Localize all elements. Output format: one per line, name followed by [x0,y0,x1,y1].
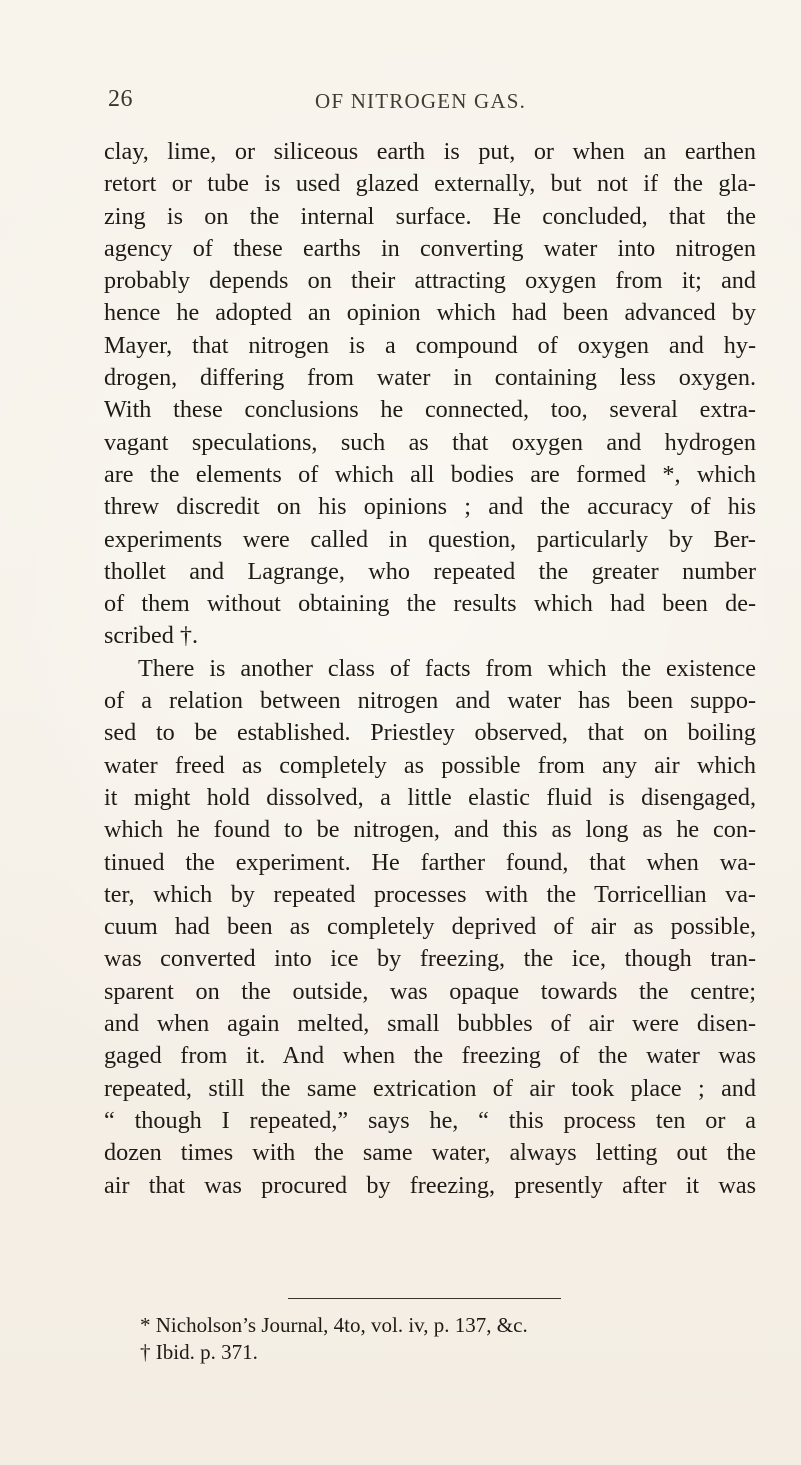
body-line: hence he adopted an opinion which had been advanced by [104,299,756,327]
body-line: air that was procured by freezing, presently after it was [104,1171,756,1199]
body-line: Mayer, that nitrogen is a compound of oxygen and hy- [104,331,756,359]
body-line: agency of these earths in converting water into nitrogen [104,234,756,262]
footnotes [140,1312,700,1366]
body-line: of them without obtaining the results which had been de- [104,590,756,618]
page-header [108,86,748,120]
body-line: “ though I repeated,” says he, “ this process ten or a [104,1106,756,1134]
footnote-dagger: † Ibid. p. 371. [140,1340,258,1364]
page-number: 26 [108,86,133,112]
body-line: sed to be established. Priestley observed, that on boiling [104,719,756,747]
body-line: of a relation between nitrogen and water has been suppo- [104,687,756,715]
body-line: scribed †. [104,622,199,650]
body-line: zing is on the internal surface. He concluded, that the [104,202,756,230]
body-line: sparent on the outside, was opaque towards the centre; [104,977,756,1005]
body-line: dozen times with the same water, always letting out the [104,1139,756,1167]
main-text [104,136,756,1202]
body-line: and when again melted, small bubbles of air were disen- [104,1010,756,1038]
body-line: was converted into ice by freezing, the ice, though tran- [104,945,756,973]
paragraph-start-line: There is another class of facts from which the existence [138,654,756,682]
body-line: ter, which by repeated processes with the Torricellian va- [104,880,756,908]
body-line: drogen, differing from water in containing less oxygen. [104,364,756,392]
body-line: probably depends on their attracting oxygen from it; and [104,267,756,295]
running-head: OF NITROGEN GAS. [315,89,527,113]
body-line: are the elements of which all bodies are formed *, which [104,460,756,488]
body-line: water freed as completely as possible from any air which [104,751,756,779]
body-line: With these conclusions he connected, too, several extra- [104,396,756,424]
body-line: tinued the experiment. He farther found, that when wa- [104,848,756,876]
body-line: thollet and Lagrange, who repeated the greater number [104,557,756,585]
body-line: it might hold dissolved, a little elastic fluid is disengaged, [104,783,756,811]
body-line: vagant speculations, such as that oxygen and hydrogen [104,428,756,456]
body-line: which he found to be nitrogen, and this as long as he con- [104,816,756,844]
body-line: repeated, still the same extrication of air took place ; and [104,1074,756,1102]
body-line: clay, lime, or siliceous earth is put, or when an earthen [104,138,756,165]
body-line: cuum had been as completely deprived of air as possible, [104,913,756,941]
body-line: gaged from it. And when the freezing of the water was [104,1042,756,1070]
body-line: experiments were called in question, particularly by Ber- [104,525,756,553]
footnote-star: * Nicholson’s Journal, 4to, vol. iv, p. 137, &c. [140,1313,528,1337]
footnote-divider [288,1298,561,1299]
body-line: retort or tube is used glazed externally, but not if the gla- [104,170,756,198]
body-line: threw discredit on his opinions ; and the accuracy of his [104,493,756,521]
